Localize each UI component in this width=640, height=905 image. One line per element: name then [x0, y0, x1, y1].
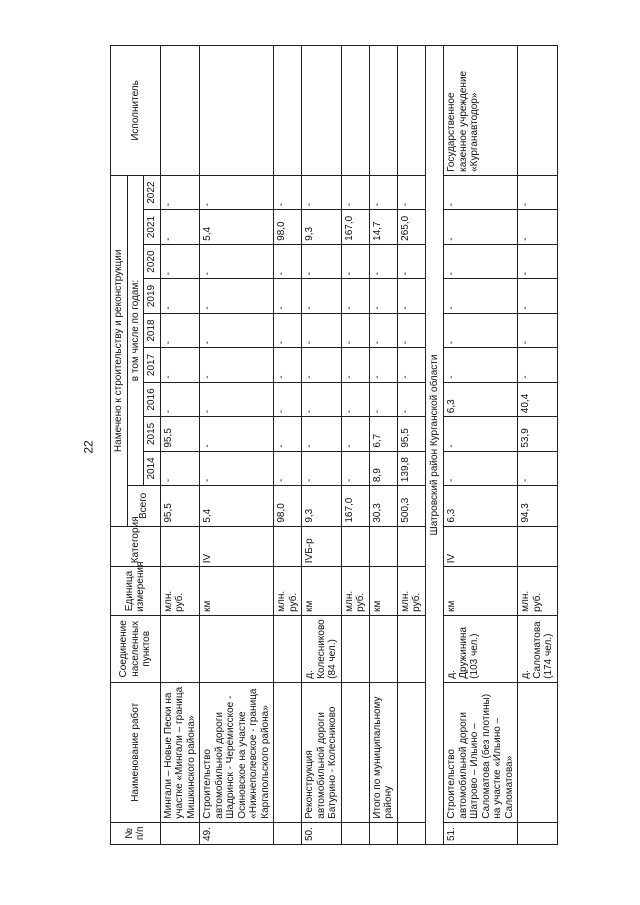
cell-name: [274, 682, 302, 822]
cell-year-value: -: [302, 382, 342, 416]
roads-table: [110, 45, 558, 845]
cell-executor: Государственное казенное учреждение «Курганавтодор»: [444, 46, 518, 176]
cell-year-value: -: [274, 417, 302, 451]
cell-name: [397, 682, 425, 822]
cell-category: [397, 526, 425, 567]
cell-year-value: 14,7: [369, 210, 397, 244]
cell-year-value: -: [200, 451, 274, 485]
cell-category: [518, 526, 558, 567]
cell-executor: [200, 46, 274, 176]
cell-year-value: -: [274, 279, 302, 313]
cell-year-value: -: [369, 348, 397, 382]
table-row: [444, 46, 518, 845]
cell-year-value: -: [160, 451, 200, 485]
cell-connection: [397, 615, 425, 682]
header-category: Категория: [111, 526, 161, 567]
cell-executor: [397, 46, 425, 176]
header-executor: Исполнитель: [111, 46, 161, 176]
cell-num: 49.: [200, 822, 274, 844]
cell-year-value: -: [397, 244, 425, 278]
cell-year-value: 9,3: [302, 210, 342, 244]
table-row: [302, 46, 342, 845]
cell-year-value: -: [518, 210, 558, 244]
cell-year-value: -: [302, 348, 342, 382]
cell-total: 94,3: [518, 486, 558, 527]
cell-total: 95,5: [160, 486, 200, 527]
cell-year-value: -: [200, 348, 274, 382]
cell-year-value: -: [444, 244, 518, 278]
cell-unit: км: [369, 567, 397, 616]
cell-category: [369, 526, 397, 567]
cell-year-value: -: [397, 382, 425, 416]
cell-year-value: -: [369, 279, 397, 313]
cell-unit: км: [200, 567, 274, 616]
cell-year-value: -: [200, 382, 274, 416]
cell-name: [341, 682, 369, 822]
header-name: Наименование работ: [111, 682, 161, 822]
cell-num: [369, 822, 397, 844]
cell-year-value: -: [369, 175, 397, 209]
header-year: 2016: [144, 382, 161, 416]
page-number: 22: [81, 440, 96, 454]
cell-connection: [274, 615, 302, 682]
cell-year-value: 95,5: [397, 417, 425, 451]
cell-total: 98,0: [274, 486, 302, 527]
cell-year-value: -: [444, 451, 518, 485]
cell-year-value: -: [274, 348, 302, 382]
cell-year-value: -: [341, 348, 369, 382]
header-unit: Единица измерения: [111, 567, 161, 616]
cell-num: [160, 822, 200, 844]
cell-total: 30,3: [369, 486, 397, 527]
cell-year-value: -: [302, 451, 342, 485]
cell-year-value: 265,0: [397, 210, 425, 244]
header-year: 2017: [144, 348, 161, 382]
cell-year-value: 95,5: [160, 417, 200, 451]
cell-year-value: -: [274, 382, 302, 416]
cell-year-value: -: [444, 279, 518, 313]
cell-year-value: -: [160, 210, 200, 244]
header-year: 2015: [144, 417, 161, 451]
cell-year-value: -: [518, 313, 558, 347]
cell-executor: [302, 46, 342, 176]
header-year: 2021: [144, 210, 161, 244]
cell-unit: км: [302, 567, 342, 616]
cell-executor: [369, 46, 397, 176]
cell-name: Итого по муниципальному району: [369, 682, 397, 822]
header-year: 2014: [144, 451, 161, 485]
cell-year-value: 98,0: [274, 210, 302, 244]
cell-year-value: -: [444, 417, 518, 451]
cell-unit: млн. руб.: [274, 567, 302, 616]
cell-year-value: -: [274, 244, 302, 278]
header-year: 2018: [144, 313, 161, 347]
cell-connection: [369, 615, 397, 682]
cell-category: IV: [444, 526, 518, 567]
table-row: [160, 46, 200, 845]
cell-year-value: 5,4: [200, 210, 274, 244]
cell-year-value: -: [397, 175, 425, 209]
cell-year-value: -: [160, 313, 200, 347]
cell-name: Строительство автомобильной дороги Шатрово – Ильино – Саломатова (без плотины) на участке «Ильино – Саломатова»: [444, 682, 518, 822]
cell-year-value: -: [274, 451, 302, 485]
cell-year-value: -: [200, 244, 274, 278]
cell-num: 51.: [444, 822, 518, 844]
cell-name: Строительство автомобильной дороги Шадринск - Черемисское - Осиновское на участке «Нижнеполевское - граница Каргапольского района»: [200, 682, 274, 822]
cell-year-value: -: [341, 244, 369, 278]
header-by-years: в том числе по годам:: [127, 175, 144, 485]
cell-year-value: -: [518, 244, 558, 278]
cell-year-value: -: [518, 451, 558, 485]
cell-executor: [341, 46, 369, 176]
table-row: [274, 46, 302, 845]
cell-num: [518, 822, 558, 844]
cell-year-value: -: [518, 348, 558, 382]
cell-name: Мингали – Новые Пески на участке «Мингали – граница Мишкинского района»: [160, 682, 200, 822]
section-title: Шатровский район Курганской области: [425, 46, 444, 845]
cell-connection: [341, 615, 369, 682]
cell-num: [341, 822, 369, 844]
cell-unit: млн. руб.: [397, 567, 425, 616]
table-wrapper: [110, 45, 635, 845]
table-row: [200, 46, 274, 845]
cell-unit: км: [444, 567, 518, 616]
cell-year-value: -: [518, 279, 558, 313]
cell-year-value: 167,0: [341, 210, 369, 244]
cell-year-value: 40,4: [518, 382, 558, 416]
cell-year-value: -: [369, 244, 397, 278]
cell-year-value: -: [341, 417, 369, 451]
cell-category: [160, 526, 200, 567]
cell-year-value: -: [444, 175, 518, 209]
cell-year-value: -: [444, 313, 518, 347]
cell-unit: млн. руб.: [518, 567, 558, 616]
cell-category: [341, 526, 369, 567]
cell-year-value: -: [341, 313, 369, 347]
cell-year-value: -: [274, 313, 302, 347]
header-year: 2019: [144, 279, 161, 313]
cell-category: IV: [200, 526, 274, 567]
header-planned: Намечено к строительству и реконструкции: [111, 175, 128, 526]
cell-name: [518, 682, 558, 822]
cell-executor: [274, 46, 302, 176]
cell-year-value: -: [302, 175, 342, 209]
cell-year-value: -: [444, 210, 518, 244]
cell-year-value: -: [341, 451, 369, 485]
cell-year-value: -: [302, 313, 342, 347]
table-row: [341, 46, 369, 845]
cell-executor: [160, 46, 200, 176]
cell-executor: [518, 46, 558, 176]
cell-year-value: -: [200, 175, 274, 209]
cell-year-value: 53,9: [518, 417, 558, 451]
cell-year-value: -: [160, 348, 200, 382]
cell-total: 5,4: [200, 486, 274, 527]
cell-year-value: -: [160, 279, 200, 313]
cell-year-value: -: [200, 279, 274, 313]
cell-connection: [160, 615, 200, 682]
cell-year-value: -: [302, 417, 342, 451]
cell-category: [274, 526, 302, 567]
cell-name: Реконструкция автомобильной дороги Батурино - Колесниково: [302, 682, 342, 822]
cell-year-value: -: [444, 348, 518, 382]
cell-year-value: -: [160, 175, 200, 209]
cell-num: [397, 822, 425, 844]
cell-year-value: 6,3: [444, 382, 518, 416]
cell-total: 167,0: [341, 486, 369, 527]
cell-total: 9,3: [302, 486, 342, 527]
cell-year-value: -: [302, 244, 342, 278]
header-year: 2020: [144, 244, 161, 278]
cell-num: [274, 822, 302, 844]
cell-category: IVБ-р: [302, 526, 342, 567]
rotated-page: [110, 45, 635, 845]
cell-year-value: -: [397, 313, 425, 347]
cell-year-value: -: [369, 382, 397, 416]
cell-total: 6,3: [444, 486, 518, 527]
cell-year-value: -: [200, 417, 274, 451]
cell-year-value: -: [274, 175, 302, 209]
cell-year-value: -: [518, 175, 558, 209]
cell-connection: д. Саломатова (174 чел.): [518, 615, 558, 682]
cell-year-value: -: [369, 313, 397, 347]
cell-year-value: 8,9: [369, 451, 397, 485]
table-row: [397, 46, 425, 845]
cell-year-value: 6,7: [369, 417, 397, 451]
cell-year-value: -: [160, 382, 200, 416]
header-total: Всего: [127, 486, 160, 527]
cell-year-value: -: [341, 382, 369, 416]
cell-year-value: -: [341, 279, 369, 313]
cell-total: 500,3: [397, 486, 425, 527]
table-row: [369, 46, 397, 845]
cell-year-value: -: [341, 175, 369, 209]
cell-year-value: -: [397, 348, 425, 382]
header-connection: Соединение населенных пунктов: [111, 615, 161, 682]
cell-connection: [200, 615, 274, 682]
cell-year-value: -: [160, 244, 200, 278]
cell-unit: млн. руб.: [160, 567, 200, 616]
cell-num: 50.: [302, 822, 342, 844]
cell-connection: д. Колесниково (84 чел.): [302, 615, 342, 682]
cell-year-value: -: [302, 279, 342, 313]
cell-unit: млн. руб.: [341, 567, 369, 616]
header-num: № п/п: [111, 822, 161, 844]
header-year: 2022: [144, 175, 161, 209]
cell-connection: д. Дружинина (103 чел.): [444, 615, 518, 682]
cell-year-value: -: [397, 279, 425, 313]
cell-year-value: -: [200, 313, 274, 347]
table-row: [518, 46, 558, 845]
cell-year-value: 139,8: [397, 451, 425, 485]
